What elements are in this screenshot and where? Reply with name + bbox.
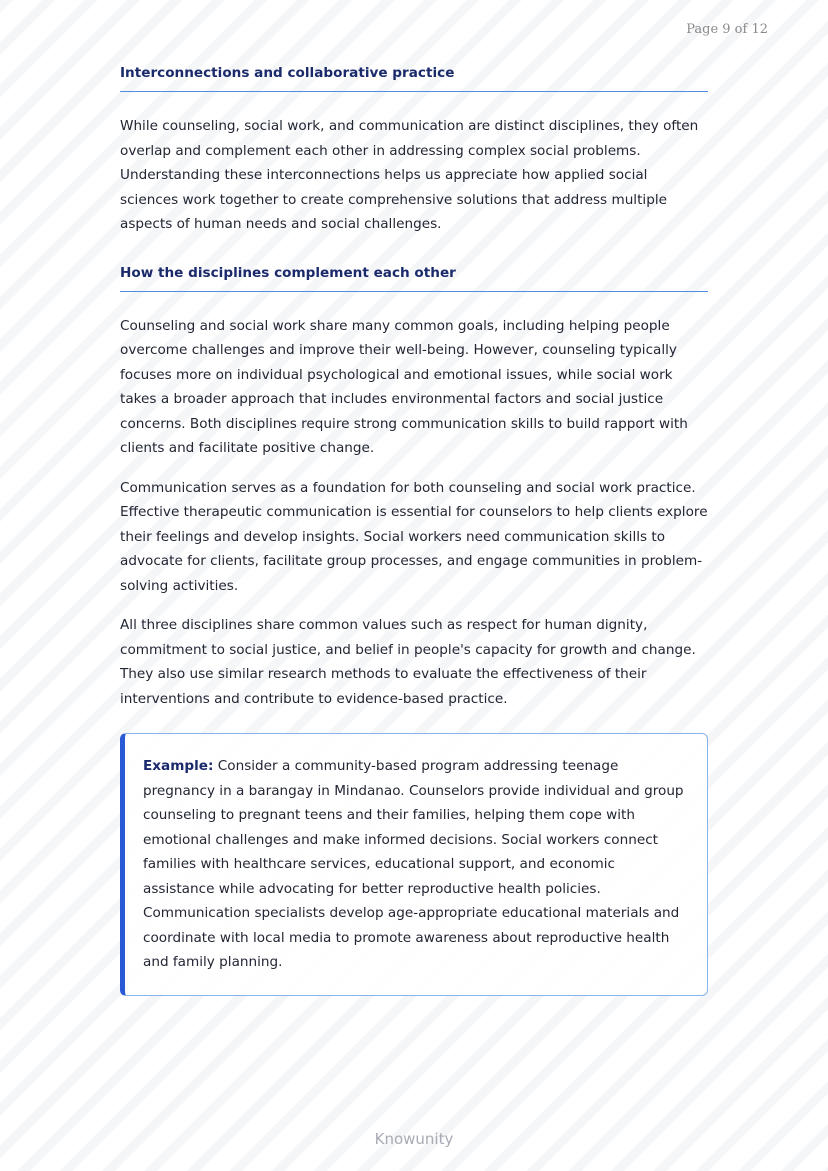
section-interconnections bbox=[120, 60, 708, 237]
paragraph: All three disciplines share common values such as respect for human dignity, commitment to social justice, and belief in people's capacity for growth and change. They also use similar research methods to evaluate the effectiveness of their interventions and contribute to evidence-based practice. bbox=[120, 617, 696, 707]
paragraph: Communication serves as a foundation for both counseling and social work practice. Effective therapeutic communication is essential for counselors to help clients explore their feelings and develop insights. Social workers need communication skills to advocate for clients, facilitate group processes, and engage communities in problem-solving activities. bbox=[120, 479, 708, 594]
example-text bbox=[143, 754, 689, 975]
example-label: Example: bbox=[143, 758, 214, 774]
page-number: Page 9 of 12 bbox=[686, 22, 768, 37]
example-callout bbox=[120, 733, 708, 996]
page-content bbox=[120, 60, 708, 996]
paragraph: While counseling, social work, and communication are distinct disciplines, they often overlap and complement each other in addressing complex social problems. Understanding these interconnections helps us appreciate how applied social sciences work together to create comprehensive solutions that address multiple aspects of human needs and social challenges. bbox=[120, 118, 699, 232]
section-heading: How the disciplines complement each other bbox=[120, 260, 708, 292]
section-heading: Interconnections and collaborative practice bbox=[120, 60, 708, 92]
example-body: Consider a community-based program addressing teenage pregnancy in a barangay in Mindanao. Counselors provide individual and group counseling to pregnant teens and their families, helping them cope with emotional challenges and make informed decisions. Social workers connect families with healthcare services, educational support, and economic assistance while advocating for better reproductive health policies. Communication specialists develop age-appropriate educational materials and coordinate with local media to promote awareness about reproductive health and family planning. bbox=[143, 758, 684, 970]
section-disciplines-complement bbox=[120, 260, 708, 712]
paragraph: Counseling and social work share many common goals, including helping people overcome challenges and improve their well-being. However, counseling typically focuses more on individual psychological and emotional issues, while social work takes a broader approach that includes environmental factors and social justice concerns. Both disciplines require strong communication skills to build rapport with clients and facilitate positive change. bbox=[120, 317, 688, 456]
footer-brand: Knowunity bbox=[374, 1130, 454, 1148]
